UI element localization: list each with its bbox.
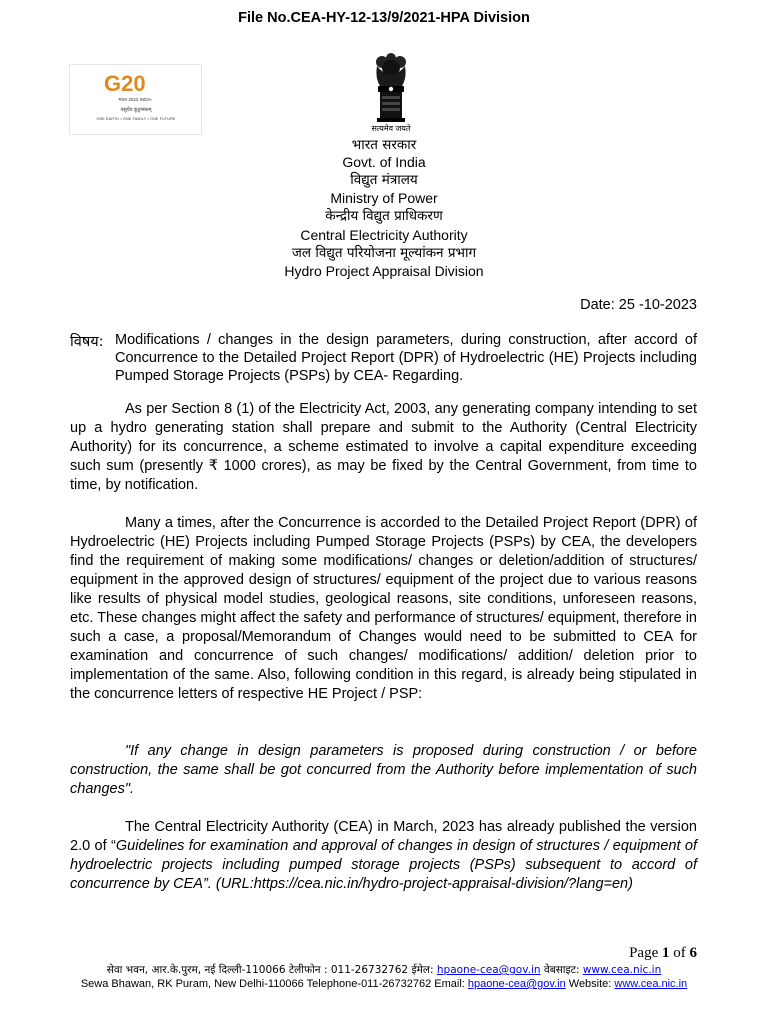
footer-address-english	[0, 978, 768, 990]
paragraph-quoted-condition: "If any change in design parameters is proposed during construction / or before construction, the same shall be got concurred from the Authority before implementation of such changes".	[70, 743, 697, 797]
header-line-hi-ministry: विद्युत मंत्रालय	[350, 172, 418, 188]
g20-logo-line3: ONE EARTH • ONE FAMILY • ONE FUTURE	[96, 117, 176, 121]
footer-hi-website-link[interactable]: www.cea.nic.in	[582, 964, 662, 976]
guidelines-title: Guidelines for examination and approval of changes in design of structures / equipment of hydroelectric projects including pumped storage projects (PSPs) subsequent to accord of concurrence by CEA”. (URL:https://cea.nic.in/hydro-project-appraisal-division/?lang=en)	[70, 838, 697, 892]
guidelines-intro: The Central Electricity Authority (CEA) in March, 2023 has already published the version 2.0 of “	[70, 819, 697, 854]
page-number	[629, 945, 697, 962]
g20-logo	[69, 64, 202, 135]
national-emblem-icon	[371, 52, 411, 124]
header-line-hi-authority: केन्द्रीय विद्युत प्राधिकरण	[325, 208, 443, 224]
page-current: 1	[662, 945, 670, 961]
subject-text: Modifications / changes in the design parameters, during construction, after accord of Concurrence to the Detailed Project Report (DPR) of Hydroelectric (HE) Projects including Pumped Storage Projects (PSPs) by CEA- Regarding.	[115, 332, 697, 384]
footer-en-website-label: Website:	[565, 978, 615, 990]
footer-en-address: Sewa Bhawan, RK Puram, New Delhi-110066 Telephone-011-26732762 Email:	[80, 978, 468, 990]
g20-logo-line2: वसुधैव कुटुम्बकम्	[120, 107, 152, 113]
footer-en-email-link[interactable]: hpaone-cea@gov.in	[467, 978, 566, 990]
g20-logo-line1: भारत 2023 INDIA	[118, 97, 152, 102]
header-line-division: Hydro Project Appraisal Division	[284, 263, 484, 279]
footer-address-hindi	[0, 963, 768, 977]
file-number: File No.CEA-HY-12-13/9/2021-HPA Division	[238, 10, 530, 26]
header-line-hi-govt: भारत सरकार	[351, 137, 417, 153]
letter-date: Date: 25 -10-2023	[580, 297, 697, 313]
header-line-authority: Central Electricity Authority	[300, 227, 468, 243]
page-prefix: Page	[629, 945, 662, 961]
footer-en-website-link[interactable]: www.cea.nic.in	[614, 978, 688, 990]
header-line-hi-division: जल विद्युत परियोजना मूल्यांकन प्रभाग	[291, 245, 477, 261]
paragraph-guidelines	[70, 818, 697, 894]
footer-hi-website-label: वेबसाइट:	[540, 964, 583, 976]
subject-label: विषय:	[70, 334, 104, 350]
g20-logo-mark: G20	[104, 71, 146, 96]
paragraph-design-changes: Many a times, after the Concurrence is accorded to the Detailed Project Report (DPR) of Hydroelectric (HE) Projects including Pumped Storage Projects (PSPs) by CEA, the developers find the requirement of making some modifications/ changes or deletion/addition of structures/ equipment in the approved design of structures/ equipment of the project due to various reasons like results of physical model studies, geological reasons, site conditions, unforeseen reasons, etc. These changes might affect the safety and performance of structures/ equipment, therefore in such a case, a proposal/Memorandum of Changes would need to be submitted to CEA for examination and concurrence of such changes/ modifications/ addition/ deletion prior to implementation of the same. Also, following condition in this regard, is already being stipulated in the concurrence letters of respective HE Project / PSP:	[70, 515, 697, 702]
header-line-govt: Govt. of India	[342, 154, 426, 170]
footer-hi-email-link[interactable]: hpaone-cea@gov.in	[436, 964, 541, 976]
paragraph-section-8: As per Section 8 (1) of the Electricity Act, 2003, any generating company intending to set up a hydro generating station shall prepare and submit to the Authority (Central Electricity Authority) for its concurrence, a scheme estimated to involve a capital expenditure exceeding such sum (presently ₹ 1000 crores), as may be fixed by the Central Government, from time to time, by notification.	[70, 401, 697, 493]
page-total: 6	[689, 945, 697, 961]
header-line-ministry: Ministry of Power	[330, 190, 438, 206]
page-of: of	[669, 945, 690, 961]
footer-hi-address: सेवा भवन, आर.के.पुरम, नई दिल्ली-110066 टेलीफोन : 011-26732762 ईमेल:	[106, 964, 437, 976]
emblem-motto: सत्यमेव जयते	[371, 124, 411, 133]
